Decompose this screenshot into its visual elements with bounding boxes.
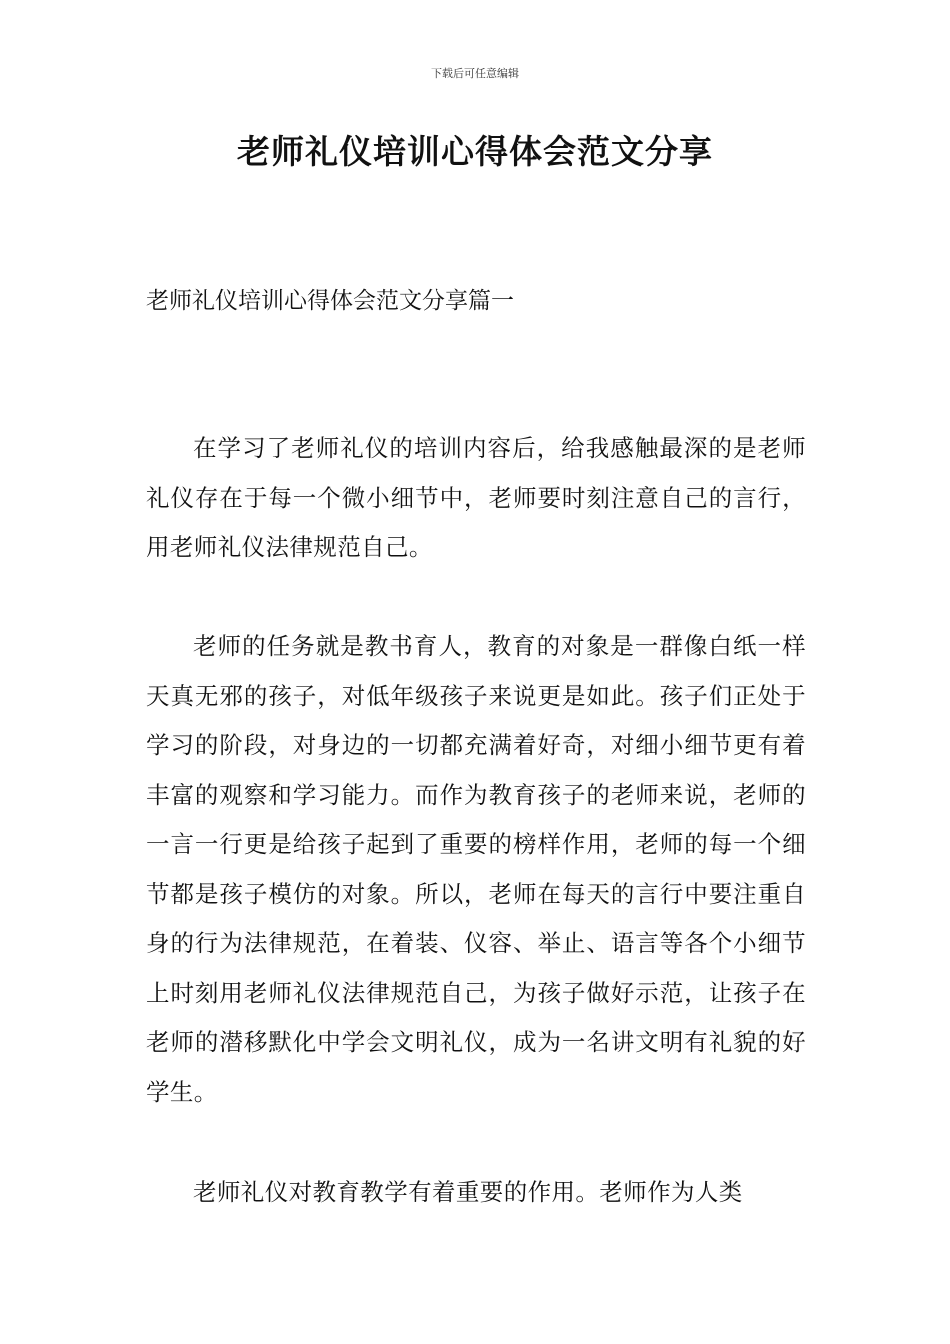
paragraph: 在学习了老师礼仪的培训内容后，给我感触最深的是老师礼仪存在于每一个微小细节中，老师要时刻注意自己的言行，用老师礼仪法律规范自己。 bbox=[146, 434, 806, 561]
paragraph: 老师的任务就是教书育人，教育的对象是一群像白纸一样天真无邪的孩子，对低年级孩子来说更是如此。孩子们正处于学习的阶段，对身边的一切都充满着好奇，对细小细节更有着丰富的观察和学习能力。而作为教育孩子的老师来说，老师的一言一行更是给孩子起到了重要的榜样作用，老师的每一个细节都是孩子模仿的对象。所以，老师在每天的言行中要注重自身的行为法律规范，在着装、仪容、举止、语言等各个小细节上时刻用老师礼仪法律规范自己，为孩子做好示范，让孩子在老师的潜移默化中学会文明礼仪，成为一名讲文明有礼貌的好学生。 bbox=[146, 632, 806, 1106]
section-heading: 老师礼仪培训心得体会范文分享篇一 bbox=[146, 288, 514, 314]
paragraph: 老师礼仪对教育教学有着重要的作用。老师作为人类 bbox=[193, 1178, 743, 1206]
document-title: 老师礼仪培训心得体会范文分享 bbox=[237, 132, 713, 171]
header-note: 下载后可任意编辑 bbox=[431, 67, 519, 80]
